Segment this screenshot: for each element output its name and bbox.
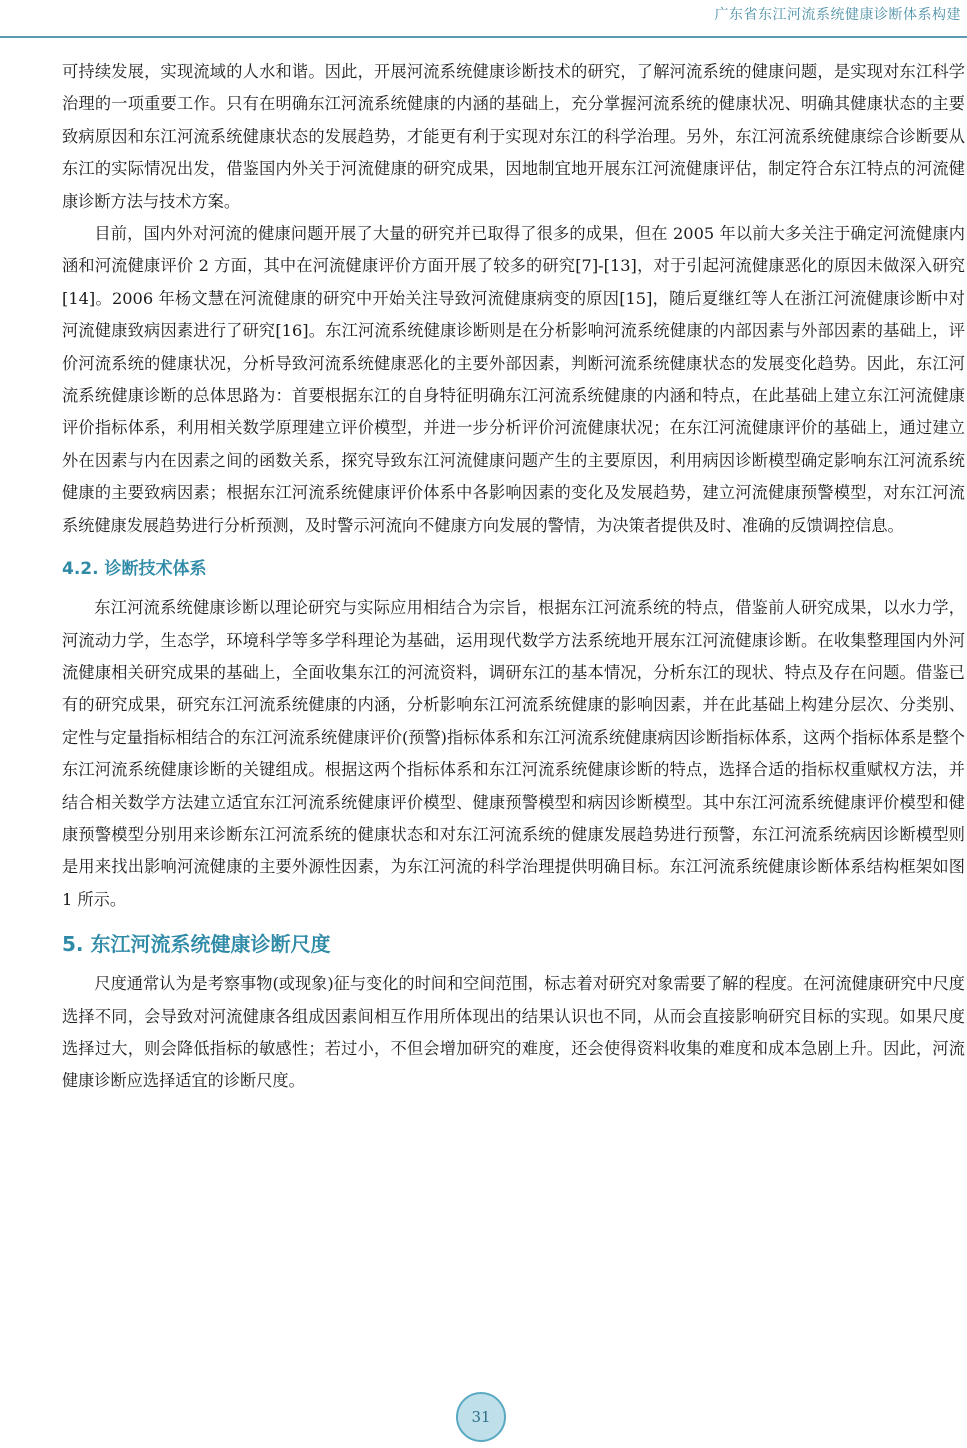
paragraph-research-status: 目前，国内外对河流的健康问题开展了大量的研究并已取得了很多的成果，但在 2005 年以前大多关注于确定河流健康内涵和河流健康评价 2 方面，其中在河流健康评价方面开展了较多的研究[7]-[13]，对于引起河流健康恶化的原因未做深入研究[14]。2006 年杨文慧在河流健康的研究中开始关注导致河流健康病变的原因[15]，随后夏继红等人在浙江河流健康诊断中对河流健康致病因素进行了研究[16]。东江河流系统健康诊断则是在分析影响河流系统健康的内部因素与外部因素的基础上，评价河流系统的健康状况，分析导致河流系统健康恶化的主要外部因素，判断河流系统健康状态的发展变化趋势。因此，东江河流系统健康诊断的总体思路为：首要根据东江的自身特征明确东江河流系统健康的内涵和特点，在此基础上建立东江河流健康评价指标体系，利用相关数学原理建立评价模型，并进一步分析评价河流健康状况；在东江河流健康评价的基础上，通过建立外在因素与内在因素之间的函数关系，探究导致东江河流健康问题产生的主要原因，利用病因诊断模型确定影响东江河流系统健康的主要致病因素；根据东江河流系统健康评价体系中各影响因素的变化及发展趋势，建立河流健康预警模型，对东江河流系统健康发展趋势进行分析预测，及时警示河流向不健康方向发展的警情，为决策者提供及时、准确的反馈调控信息。: [62, 224, 965, 535]
section-heading-5: 5. 东江河流系统健康诊断尺度: [62, 932, 331, 957]
header-rule: [0, 36, 967, 38]
page-number-badge: 31: [456, 1392, 506, 1442]
section-heading-4-2: 4.2. 诊断技术体系: [62, 559, 207, 580]
main-content: [62, 56, 965, 1098]
page-header: [0, 0, 967, 40]
paragraph-technical-system: 东江河流系统健康诊断以理论研究与实际应用相结合为宗旨，根据东江河流系统的特点，借鉴前人研究成果，以水力学，河流动力学，生态学，环境科学等多学科理论为基础，运用现代数学方法系统地开展东江河流健康诊断。在收集整理国内外河流健康相关研究成果的基础上，全面收集东江的河流资料，调研东江的基本情况，分析东江的现状、特点及存在问题。借鉴已有的研究成果，研究东江河流系统健康的内涵，分析影响东江河流系统健康的影响因素，并在此基础上构建分层次、分类别、定性与定量指标相结合的东江河流系统健康评价(预警)指标体系和东江河流系统健康病因诊断指标体系，这两个指标体系是整个东江河流系统健康诊断的关键组成。根据这两个指标体系和东江河流系统健康诊断的特点，选择合适的指标权重赋权方法，并结合相关数学方法建立适宜东江河流系统健康评价模型、健康预警模型和病因诊断模型。其中东江河流系统健康评价模型和健康预警模型分别用来诊断东江河流系统的健康状态和对东江河流系统的健康发展趋势进行预警，东江河流系统病因诊断模型则是用来找出影响河流健康的主要外源性因素，为东江河流的科学治理提供明确目标。东江河流系统健康诊断体系结构框架如图 1 所示。: [62, 598, 965, 909]
paragraph-scale: 尺度通常认为是考察事物(或现象)征与变化的时间和空间范围，标志着对研究对象需要了解的程度。在河流健康研究中尺度选择不同，会导致对河流健康各组成因素间相互作用所体现出的结果认识也不同，从而会直接影响研究目标的实现。如果尺度选择过大，则会降低指标的敏感性；若过小，不但会增加研究的难度，还会使得资料收集的难度和成本急剧上升。因此，河流健康诊断应选择适宜的诊断尺度。: [62, 974, 965, 1091]
paragraph-continuation: 可持续发展，实现流域的人水和谐。因此，开展河流系统健康诊断技术的研究，了解河流系统的健康问题，是实现对东江科学治理的一项重要工作。只有在明确东江河流系统健康的内涵的基础上，充分掌握河流系统的健康状况、明确其健康状态的主要致病原因和东江河流系统健康状态的发展趋势，才能更有利于实现对东江的科学治理。另外，东江河流系统健康综合诊断要从东江的实际情况出发，借鉴国内外关于河流健康的研究成果，因地制宜地开展东江河流健康评估，制定符合东江特点的河流健康诊断方法与技术方案。: [62, 62, 965, 211]
running-title: 广东省东江河流系统健康诊断体系构建: [714, 7, 961, 23]
